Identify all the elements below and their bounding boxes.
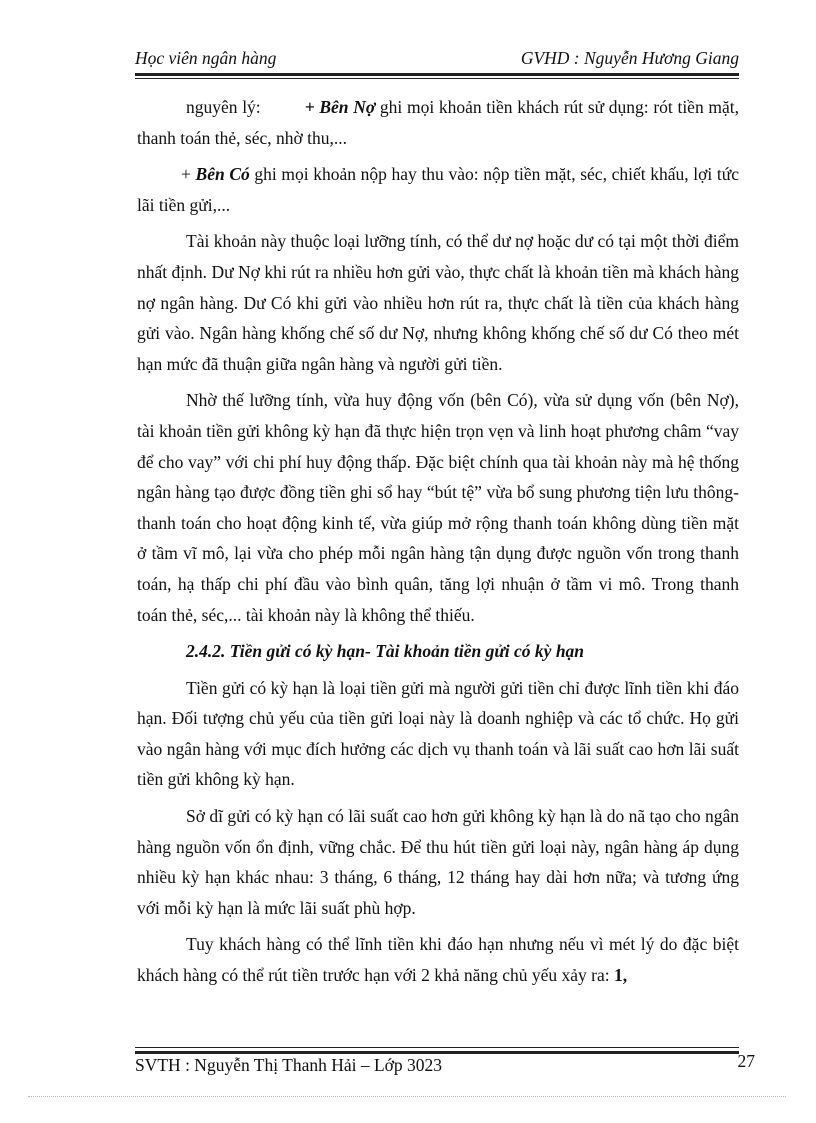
paragraph-ben-co [137, 159, 739, 220]
term-ben-no: + Bên Nợ [304, 97, 376, 117]
paragraph-tien-gui-co-ky-han: Tiền gửi có kỳ hạn là loại tiền gửi mà người gửi tiền chỉ được lĩnh tiền khi đáo hạn. Đối tượng chủ yếu của tiền gửi loại này là doanh nghiệp và các tổ chức. Họ gửi vào ngân hàng với mục đích hưởng các dịch vụ thanh toán và lãi suất cao hơn lãi suất tiền gửi không kỳ hạn. [137, 677, 739, 790]
paragraph-nho-the-luong-tinh: Nhờ thế lưỡng tính, vừa huy động vốn (bên Có), vừa sử dụng vốn (bên Nợ), tài khoản tiền gửi không kỳ hạn đã thực hiện trọn vẹn và linh hoạt phương châm “vay để cho vay” với chi phí huy động thấp. Đặc biệt chính qua tài khoản này mà hệ thống ngân hàng tạo được đồng tiền ghi sổ hay “bút tệ” vừa bổ sung phương tiện lưu thông- thanh toán cho hoạt động kinh tế, vừa giúp mở rộng thanh toán không dùng tiền mặt ở tầm vĩ mô, lại vừa cho phép mỗi ngân hàng tận dụng được nguồn vốn trong thanh toán, hạ thấp chi phí đầu vào bình quân, tăng lợi nhuận ở tầm vi mô. Trong thanh toán thẻ, séc,... tài khoản này là không thể thiếu. [137, 390, 739, 625]
term-ben-co: Bên Có [195, 164, 250, 185]
header-left-text: Học viên ngân hàng [135, 48, 277, 68]
paragraph-luong-tinh: Tài khoản này thuộc loại lưỡng tính, có thể dư nợ hoặc dư có tại một thời điểm nhất định. Dư Nợ khi rút ra nhiều hơn gửi vào, thực chất là khoản tiền mà khách hàng nợ ngân hàng. Dư Có khi gửi vào nhiều hơn rút ra, thực chất là tiền của khách hàng gửi vào. Ngân hàng khống chế số dư Nợ, nhưng không khống chế số dư Có theo mét hạn mức đã thuận giữa ngân hàng và người gửi tiền. [137, 231, 739, 374]
header-rule-thin [135, 78, 739, 79]
page-header [135, 48, 739, 76]
footer-rule-thin [135, 1047, 739, 1048]
paragraph-tuy-khach-hang [137, 929, 739, 990]
paragraph-lead: nguyên lý: [186, 97, 261, 117]
paragraph-bold-tail: 1, [614, 965, 628, 986]
page-bottom-dotted-line [28, 1096, 786, 1097]
paragraph-text: ghi mọi khoản tiền khách rút sử dụng: rót tiền mặt, thanh toán thẻ, séc, nhờ thu,... [137, 97, 739, 148]
header-rule-thick [135, 73, 739, 76]
page-body [137, 92, 739, 997]
page-number: 27 [737, 1051, 755, 1071]
section-heading: 2.4.2. Tiền gửi có kỳ hạn- Tài khoản tiền gửi có kỳ hạn [186, 641, 585, 662]
paragraph-text: ghi mọi khoản nộp hay thu vào: nộp tiền mặt, séc, chiết khấu, lợi tức lãi tiền gửi,... [137, 164, 739, 215]
page-footer [135, 1047, 755, 1087]
plus-sign: + [181, 164, 196, 185]
paragraph-text: Tuy khách hàng có thể lĩnh tiền khi đáo hạn nhưng nếu vì mét lý do đặc biệt khách hàng có thể rút tiền trước hạn với 2 khả năng chủ yếu xảy ra: [137, 934, 739, 986]
paragraph-so-di: Sở dĩ gửi có kỳ hạn có lãi suất cao hơn gửi không kỳ hạn là do nã tạo cho ngân hàng nguồn vốn ổn định, vững chắc. Để thu hút tiền gửi loại này, ngân hàng áp dụng nhiều kỳ hạn khác nhau: 3 tháng, 6 tháng, 12 tháng hay dài hơn nữa; và tương ứng với mỗi kỳ hạn là mức lãi suất phù hợp. [137, 806, 739, 918]
footer-author: SVTH : Nguyễn Thị Thanh Hải – Lớp 3023 [135, 1055, 443, 1075]
header-right-text: GVHD : Nguyễn Hương Giang [520, 48, 739, 68]
paragraph-ben-no [137, 92, 739, 153]
footer-rule-thick [135, 1051, 739, 1054]
